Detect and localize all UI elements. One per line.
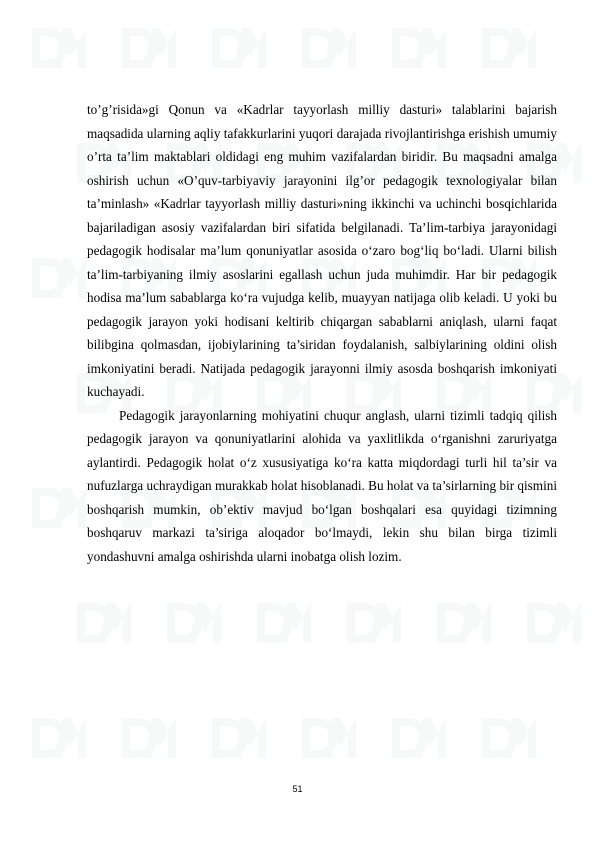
page-number: 51: [292, 784, 303, 794]
watermark-logo-icon: [28, 482, 88, 534]
watermark-logo-icon: [28, 252, 88, 304]
watermark-logo-icon: [73, 597, 133, 649]
watermark-logo-icon: [388, 22, 448, 74]
watermark-logo-icon: [118, 22, 178, 74]
watermark-logo-icon: [208, 22, 268, 74]
watermark-logo-icon: [478, 22, 538, 74]
paragraph-2: Pedagogik jarayonlarning mohiyatini chuqur anglash, ularni tizimli tadqiq qilish pedagogik jarayon va qonuniyatlarini alohida va yaxlitlikda o‘rganishni zaruriyatga aylantirdi. Pedagogik holat o‘z xususiyatiga ko‘ra katta miqdordagi turli hil ta’sir va nufuzlarga uchraydigan murakkab holat hisoblanadi. Bu holat va ta’sirlarning bir qismini boshqarish mumkin, ob’ektiv mavjud bo‘lgan boshqalari esa quyidagi tizimning boshqaruv markazi ta’siriga aloqador bo‘lmaydi, lekin shu bilan birga tizimli yondashuvni amalga oshirishda ularni inobatga olish lozim.: [87, 407, 557, 564]
paragraph-1: to’g’risida»gi Qonun va «Kadrlar tayyorlash milliy dasturi» talablarini bajarish maqsadida ularning aqliy tafakkurlarini yuqori darajada rivojlantirishga erishish umumiy o’rta ta’lim maktablari oldidagi eng muhim vazifalardan biridir. Bu maqsadni amalga oshirish uchun «O’quv-tarbiyaviy jarayonini ilg’or pedagogik texnologiyalar bilan ta’minlash» «Kadrlar tayyorlash milliy dasturi»ning ikkinchi va uchinchi bosqichlarida bajariladigan asosiy vazifalardan biri sifatida belgilanadi. Ta’lim-tarbiya jarayonidagi pedagogik hodisalar ma’lum qonuniyatlar asosida o‘zaro bog‘liq bo‘ladi. Ularni bilish ta’lim-tarbiyaning ilmiy asoslarini egallash uchun juda muhimdir. Har bir pedagogik hodisa ma’lum sabablarga ko‘ra vujudga kelib, muayyan natijaga olib keladi. U yoki bu pedagogik jarayon yoki hodisani keltirib chiqargan sabablarni aniqlash, ularni faqat bilibgina qolmasdan, ijobiylarining ta’siridan foydalanish, salbiylarining oldini olish imkoniyatini beradi. Natijada pedagogik jarayonni ilmiy asosda boshqarish imkoniyati kuchayadi.: [87, 102, 557, 399]
watermark-logo-icon: [163, 597, 223, 649]
watermark-logo-icon: [253, 597, 313, 649]
watermark-logo-icon: [343, 597, 403, 649]
watermark-logo-icon: [298, 712, 358, 764]
watermark-logo-icon: [433, 597, 493, 649]
page-content: [87, 98, 557, 568]
watermark-logo-icon: [523, 597, 583, 649]
watermark-logo-icon: [28, 22, 88, 74]
watermark-logo-icon: [208, 712, 268, 764]
watermark-logo-icon: [388, 712, 448, 764]
watermark-logo-icon: [118, 712, 178, 764]
watermark-logo-icon: [28, 712, 88, 764]
watermark-logo-icon: [298, 22, 358, 74]
watermark-logo-icon: [478, 712, 538, 764]
